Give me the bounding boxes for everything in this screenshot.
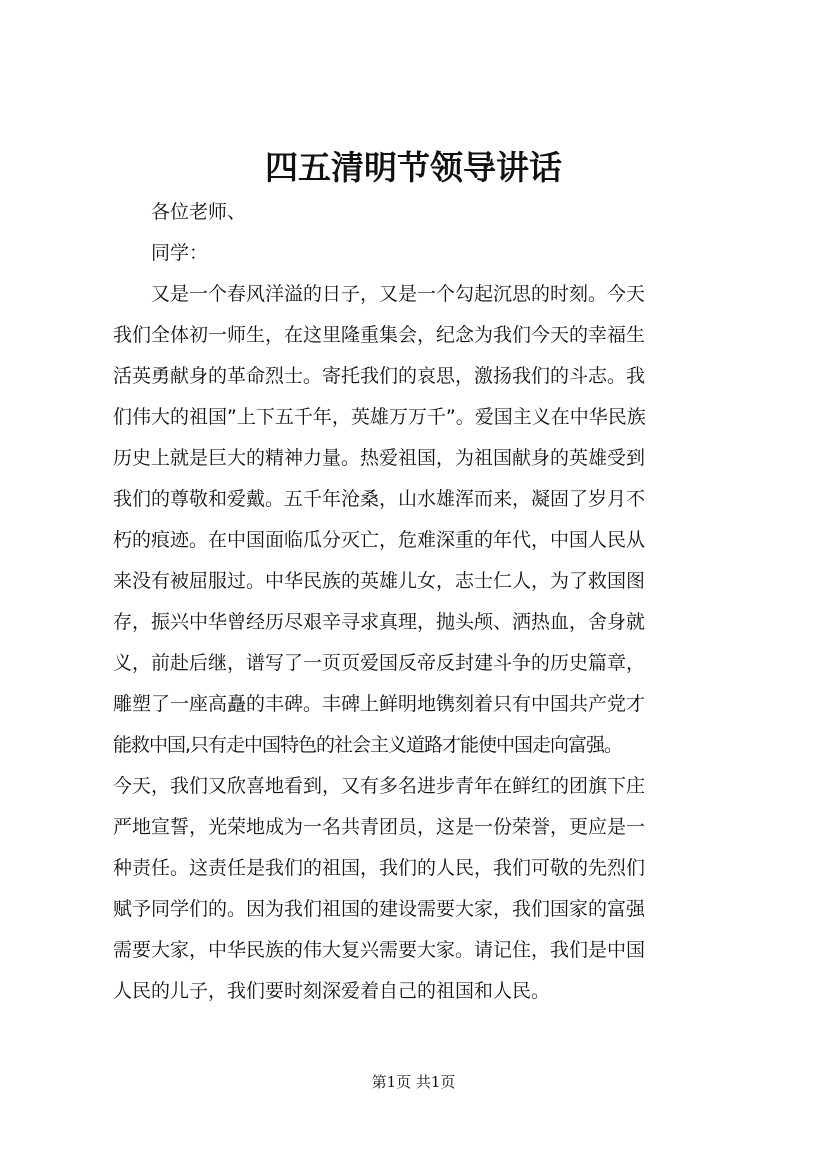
paragraph-line: 朽的痕迹。在中国面临瓜分灭亡，危难深重的年代，中国人民从 [113, 529, 646, 551]
paragraph-line: 存，振兴中华曾经历尽艰辛寻求真理，抛头颅、洒热血，舍身就 [113, 611, 646, 633]
paragraph-line: 种责任。这责任是我们的祖国，我们的人民，我们可敬的先烈们 [113, 857, 646, 879]
page-footer: 第1页 共1页 [371, 1073, 456, 1091]
paragraph-line: 人民的儿子，我们要时刻深爱着自己的祖国和人民。 [113, 980, 551, 1002]
paragraph-line: 来没有被屈服过。中华民族的英雄儿女，志士仁人，为了救国图 [113, 570, 646, 592]
paragraph-line: 严地宣誓，光荣地成为一名共青团员，这是一份荣誉，更应是一 [113, 816, 646, 838]
paragraph-line: 历史上就是巨大的精神力量。热爱祖国，为祖国献身的英雄受到 [113, 447, 646, 469]
paragraph-line: 又是一个春风洋溢的日子，又是一个勾起沉思的时刻。今天 [151, 283, 646, 305]
paragraph-line: 赋予同学们的。因为我们祖国的建设需要大家，我们国家的富强 [113, 898, 646, 920]
paragraph-line: 们伟大的祖国”上下五千年，英雄万万千”。爱国主义在中华民族 [113, 406, 646, 428]
paragraph-line: 我们的尊敬和爱戴。五千年沧桑，山水雄浑而来，凝固了岁月不 [113, 488, 646, 510]
salutation-line: 同学： [151, 242, 209, 264]
paragraph-line: 雕塑了一座高矗的丰碑。丰碑上鲜明地镌刻着只有中国共产党才 [113, 693, 646, 715]
paragraph-line: 能救中国,只有走中国特色的社会主义道路才能使中国走向富强。 [113, 734, 623, 756]
paragraph-line: 今天，我们又欣喜地看到，又有多名进步青年在鲜红的团旗下庄 [113, 775, 646, 797]
paragraph-line: 需要大家，中华民族的伟大复兴需要大家。请记住，我们是中国 [113, 939, 646, 961]
paragraph-line: 义，前赴后继，谱写了一页页爱国反帝反封建斗争的历史篇章， [113, 652, 646, 674]
document-body [113, 192, 741, 1012]
salutation-line: 各位老师、 [151, 201, 247, 223]
document-title: 四五清明节领导讲话 [265, 148, 562, 187]
paragraph-line: 我们全体初一师生，在这里隆重集会，纪念为我们今天的幸福生 [113, 324, 646, 346]
paragraph-line: 活英勇献身的革命烈士。寄托我们的哀思，激扬我们的斗志。我 [113, 365, 646, 387]
